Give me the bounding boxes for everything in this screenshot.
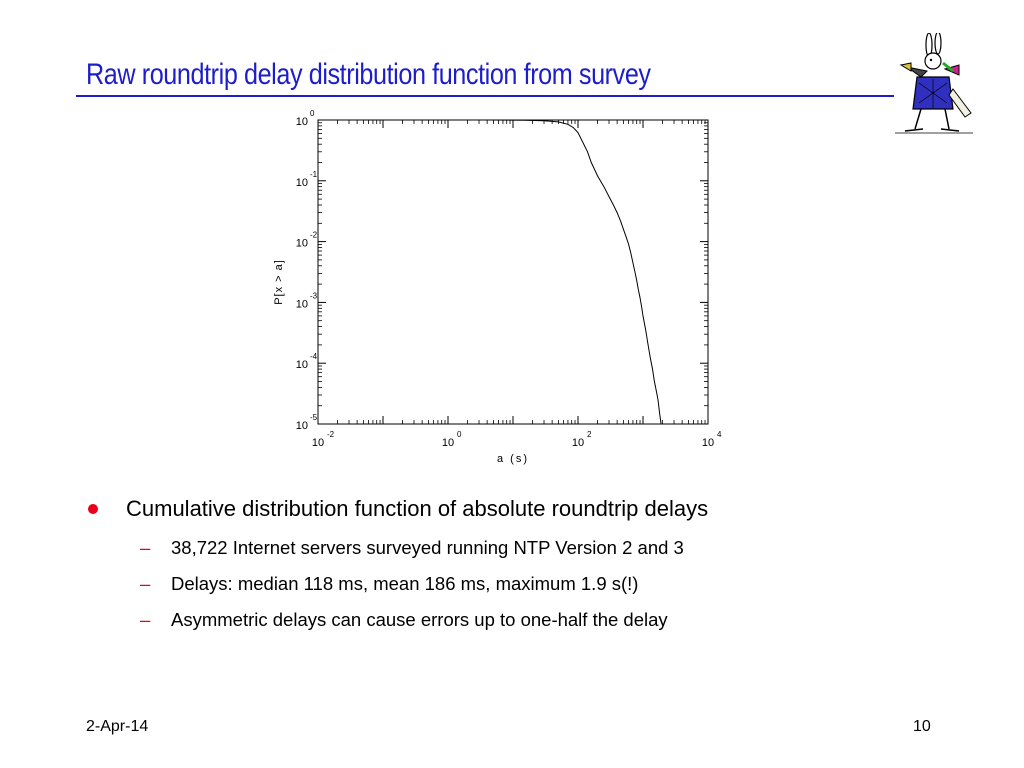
sub-bullet-item: [86, 607, 986, 643]
y-tick-exponent: -2: [310, 230, 318, 240]
slide-title: Raw roundtrip delay distribution function from survey: [86, 58, 651, 91]
x-tick-exponent: -2: [327, 430, 335, 439]
series-line: [487, 120, 661, 424]
x-tick-label: 10: [571, 437, 585, 449]
title-rule: [76, 95, 894, 97]
y-tick-label: 10: [295, 420, 308, 432]
dash-icon: –: [140, 537, 151, 558]
plot-frame: [318, 120, 708, 424]
y-tick-exponent: -4: [310, 352, 318, 362]
sub-bullet-item: [86, 535, 986, 571]
y-tick-label: 10: [295, 176, 308, 189]
white-rabbit-logo: [893, 33, 975, 141]
x-tick-exponent: 0: [457, 430, 462, 439]
chart-ticks: [318, 120, 708, 424]
y-tick-label: 10: [295, 237, 308, 250]
y-tick-label: 10: [295, 359, 308, 372]
x-tick-exponent: 4: [717, 430, 722, 439]
y-tick-label: 10: [295, 298, 308, 311]
x-tick-label: 10: [311, 437, 325, 449]
y-tick-exponent: -3: [310, 291, 318, 301]
sub-bullet-text: 38,722 Internet servers surveyed running NTP Version 2 and 3: [171, 537, 684, 558]
footer-date: 2-Apr-14: [86, 718, 149, 735]
page-number: 10: [913, 718, 931, 735]
sub-bullet-text: Asymmetric delays can cause errors up to one-half the delay: [171, 609, 668, 630]
bullet-item: [86, 495, 986, 535]
delay-cdf-chart: [268, 108, 728, 470]
dash-icon: –: [140, 609, 151, 630]
sub-bullet-text: Delays: median 118 ms, mean 186 ms, maximum 1.9 s(!): [171, 573, 639, 594]
bullet-text: Cumulative distribution function of absolute roundtrip delays: [126, 496, 709, 521]
dash-icon: –: [140, 573, 151, 594]
x-tick-label: 10: [441, 437, 455, 449]
x-axis-label: a (s): [497, 453, 529, 465]
x-tick-label: 10: [701, 437, 715, 449]
y-tick-exponent: 0: [310, 109, 315, 118]
y-tick-label: 10: [295, 116, 308, 128]
x-tick-exponent: 2: [587, 430, 592, 439]
y-axis-label: P[x > a]: [273, 259, 285, 305]
y-tick-exponent: -5: [310, 413, 318, 422]
sub-bullet-item: [86, 571, 986, 607]
y-tick-exponent: -1: [310, 169, 318, 179]
bullet-dot-icon: [88, 504, 98, 514]
bullet-list: [86, 495, 986, 643]
